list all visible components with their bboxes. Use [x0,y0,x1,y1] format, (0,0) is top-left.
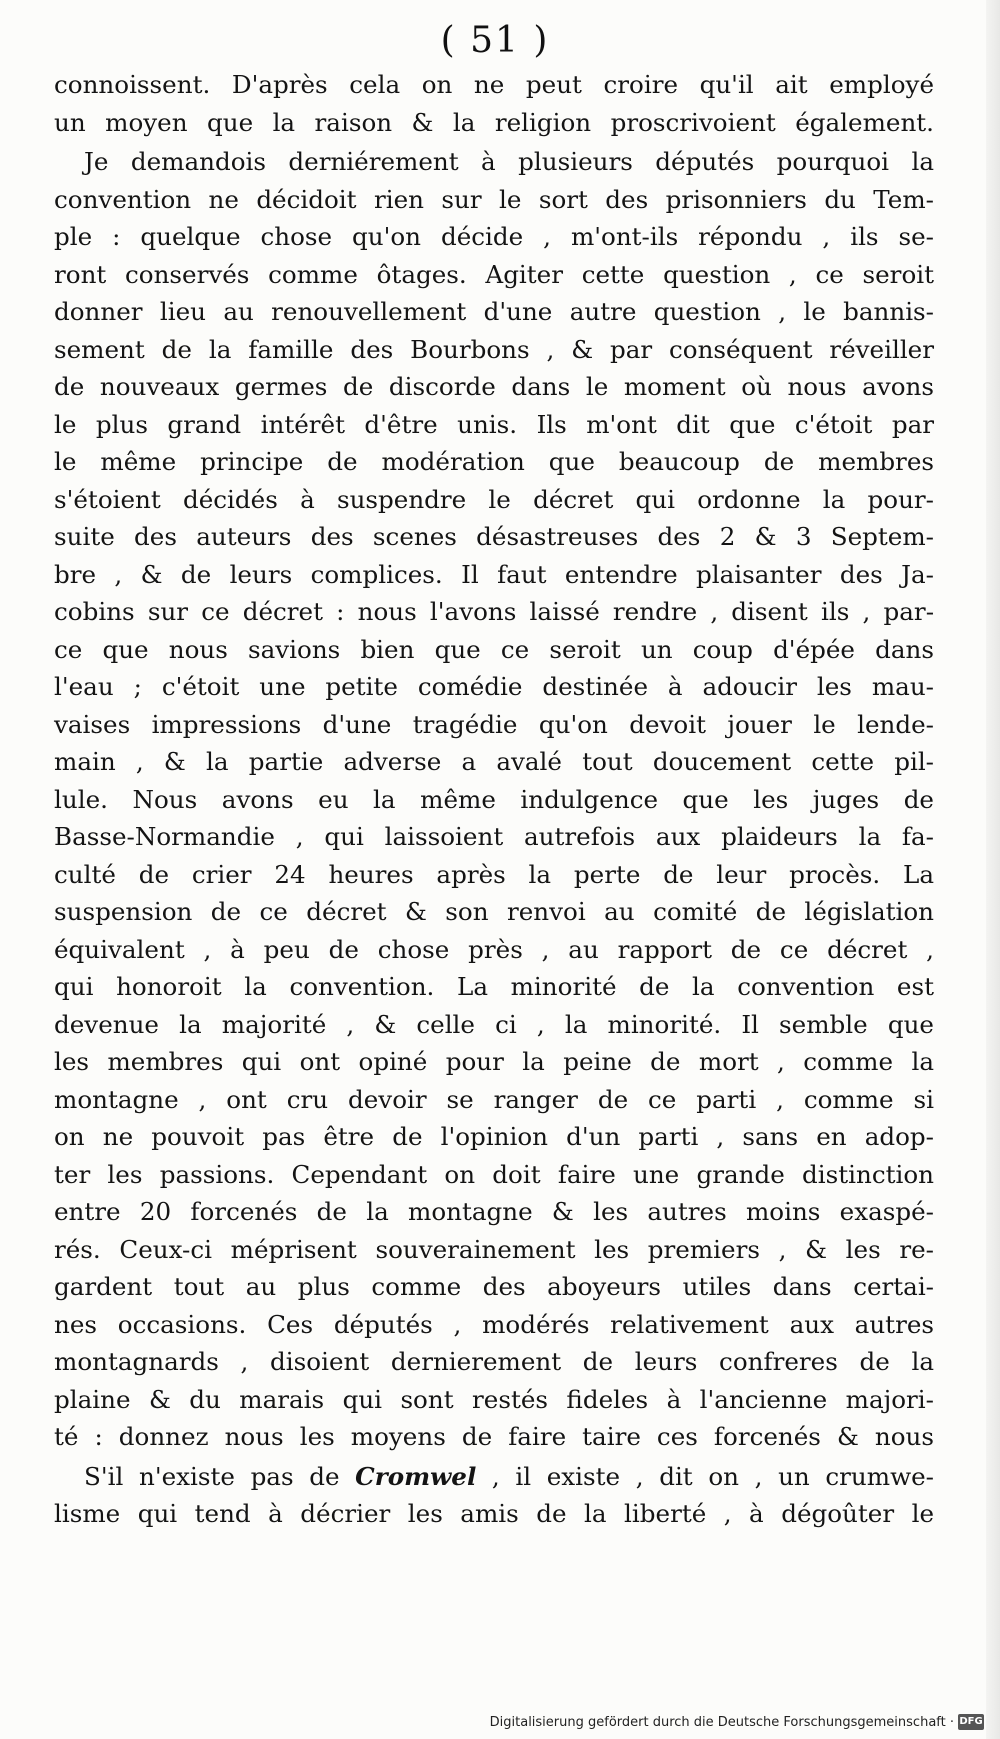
text-line: vaises impressions d'une tragédie qu'on devoit jouer le lende- [54,709,934,739]
italic-name: Cromwel [355,1461,477,1491]
footer-credit: Digitalisierung gefördert durch die Deutsche Forschungsgemeinschaft · [489,1714,954,1730]
text-line: ce que nous savions bien que ce seroit un coup d'épée dans [54,634,934,664]
text-line: té : donnez nous les moyens de faire taire ces forcenés & nous [54,1422,934,1451]
text-line: le même principe de modération que beaucoup de membres [54,447,934,476]
paragraph-1 [54,66,934,141]
text-line: équivalent , à peu de chose près , au rapport de ce décret , [54,934,934,964]
text-line: sement de la famille des Bourbons , & par conséquent réveiller [54,334,934,364]
dfg-logo-icon: DFG [958,1714,984,1730]
text-line: montagnards , disoient dernierement de leurs confreres de la [54,1347,934,1376]
text-line: ront conservés comme ôtages. Agiter cette question , ce seroit [54,259,934,289]
text-line: culté de crier 24 heures après la perte de leur procès. La [54,859,934,889]
page-number: ( 51 ) [440,20,550,61]
text-line: l'eau ; c'étoit une petite comédie destinée à adoucir les mau- [54,672,934,701]
text-line: bre , & de leurs complices. Il faut entendre plaisanter des Ja- [54,559,934,589]
text-line: ple : quelque chose qu'on décide , m'ont-ils répondu , ils se- [54,222,934,251]
text-line: nes occasions. Ces députés , modérés relativement aux autres [54,1309,934,1339]
text-line: Je demandois derniérement à plusieurs députés pourquoi la [84,147,934,176]
text-line: s'étoient décidés à suspendre le décret qui ordonne la pour- [54,484,934,514]
body-text [54,66,934,1533]
text-line: suspension de ce décret & son renvoi au comité de législation [54,897,934,926]
text-line: rés. Ceux-ci méprisent souverainement les premiers , & les re- [54,1234,934,1264]
text-line: main , & la partie adverse a avalé tout doucement cette pil- [54,747,934,776]
text-line: plaine & du marais qui sont restés fideles à l'ancienne majori- [54,1384,934,1414]
text-line: les membres qui ont opiné pour la peine de mort , comme la [54,1047,934,1076]
text-line: ter les passions. Cependant on doit faire une grande distinction [54,1159,934,1189]
text-line: gardent tout au plus comme des aboyeurs utiles dans certai- [54,1272,934,1301]
text-line: le plus grand intérêt d'être unis. Ils m'ont dit que c'étoit par [54,409,934,439]
text-line: S'il n'existe pas de Cromwel , il existe , dit on , un crumwe- [84,1461,934,1491]
digitization-footer [490,1711,984,1733]
text-line: montagne , ont cru devoir se ranger de ce parti , comme si [54,1084,934,1114]
text-line: de nouveaux germes de discorde dans le moment où nous avons [54,372,934,401]
text-line: cobins sur ce décret : nous l'avons laissé rendre , disent ils , par- [54,597,934,626]
text-line: qui honoroit la convention. La minorité de la convention est [54,972,934,1001]
text-line: on ne pouvoit pas être de l'opinion d'un parti , sans en adop- [54,1122,934,1151]
text-line: convention ne décidoit rien sur le sort des prisonniers du Tem- [54,184,934,214]
text-line: un moyen que la raison & la religion proscrivoient également. [54,107,934,137]
text-line: suite des auteurs des scenes désastreuses des 2 & 3 Septem- [54,522,934,551]
text-line: devenue la majorité , & celle ci , la minorité. Il semble que [54,1009,934,1039]
text-line: connoissent. D'après cela on ne peut croire qu'il ait employé [54,70,934,99]
paragraph-3 [54,1458,934,1533]
paragraph-2 [54,143,934,1456]
text-line: entre 20 forcenés de la montagne & les autres moins exaspé- [54,1197,934,1226]
text-line: lule. Nous avons eu la même indulgence que les juges de [54,784,934,814]
text-line: Basse-Normandie , qui laissoient autrefois aux plaideurs la fa- [54,822,934,851]
text-line: lisme qui tend à décrier les amis de la liberté , à dégoûter le [54,1499,934,1528]
text-line: donner lieu au renouvellement d'une autre question , le bannis- [54,297,934,326]
page-edge-shadow [986,0,1000,1739]
